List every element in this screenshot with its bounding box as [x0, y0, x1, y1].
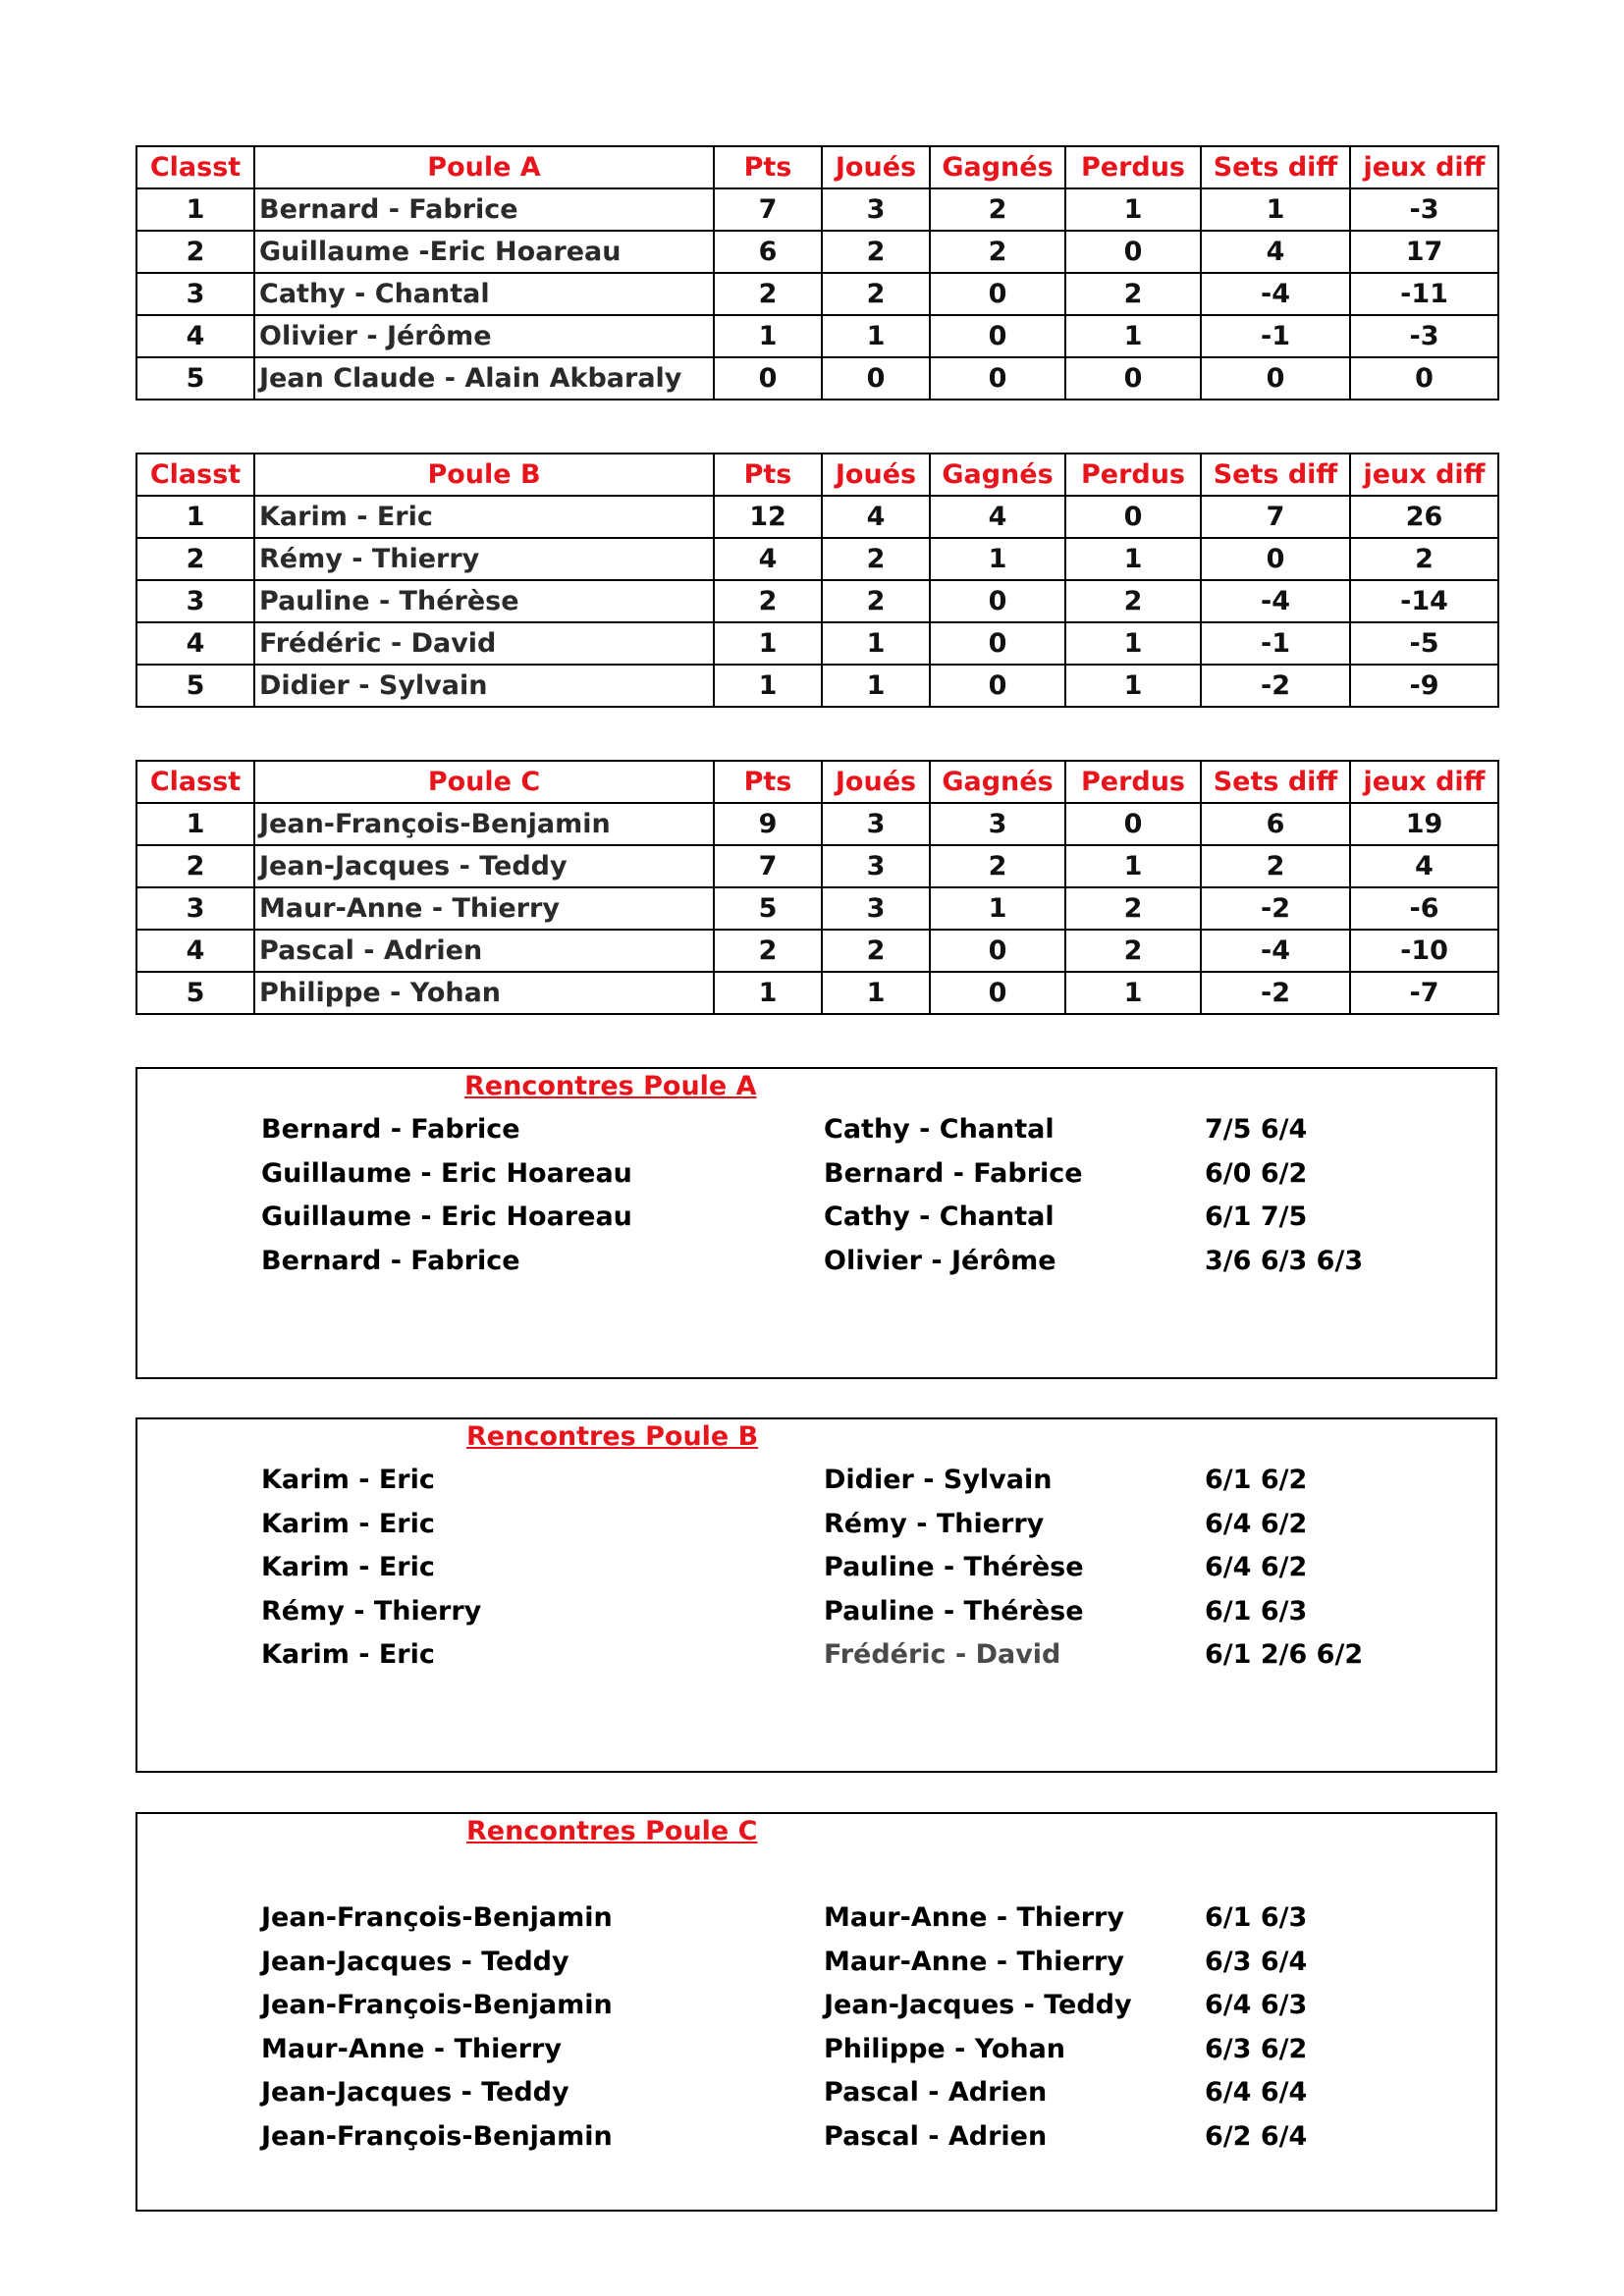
stat-cell: 1: [714, 972, 822, 1014]
match-row: [261, 2034, 1439, 2077]
standings-table-a: [135, 145, 1499, 400]
stat-cell: 4: [1350, 845, 1498, 887]
stat-cell: 1: [714, 315, 822, 357]
stat-cell: 7: [1201, 496, 1350, 538]
stat-cell: 7: [714, 845, 822, 887]
stat-cell: 2: [136, 538, 254, 580]
stat-cell: 4: [136, 930, 254, 972]
stat-cell: 0: [1350, 357, 1498, 400]
stat-cell: 2: [822, 273, 930, 315]
match-score: 6/4 6/4: [1205, 2077, 1308, 2108]
team-name-cell: Olivier - Jérôme: [254, 315, 714, 357]
matches-title: Rencontres Poule B: [466, 1421, 759, 1452]
stat-cell: 0: [1065, 496, 1201, 538]
home-team: Guillaume - Eric Hoareau: [261, 1157, 632, 1189]
stat-cell: 3: [136, 273, 254, 315]
match-row: [261, 1158, 1439, 1201]
column-header: Sets diff: [1201, 761, 1350, 803]
stat-cell: 1: [1065, 622, 1201, 665]
stat-cell: 0: [714, 357, 822, 400]
away-team: Jean-Jacques - Teddy: [824, 1990, 1132, 2020]
match-score: 6/4 6/2: [1205, 1552, 1308, 1582]
away-team: Frédéric - David: [824, 1639, 1061, 1670]
home-team: Karim - Eric: [261, 1552, 435, 1582]
stat-cell: 6: [714, 231, 822, 273]
stat-cell: 0: [930, 273, 1065, 315]
stat-cell: 17: [1350, 231, 1498, 273]
matches-title: Rencontres Poule C: [466, 1816, 758, 1846]
team-name-cell: Didier - Sylvain: [254, 665, 714, 707]
column-header: Sets diff: [1201, 146, 1350, 188]
column-header: Pts: [714, 454, 822, 496]
stat-cell: 2: [714, 580, 822, 622]
away-team: Didier - Sylvain: [824, 1465, 1053, 1495]
away-team: Pascal - Adrien: [824, 2120, 1048, 2152]
stat-cell: 2: [1065, 273, 1201, 315]
column-header: Gagnés: [930, 454, 1065, 496]
home-team: Bernard - Fabrice: [261, 1245, 520, 1276]
stat-cell: 1: [136, 803, 254, 845]
stat-cell: 6: [1201, 803, 1350, 845]
stat-cell: -7: [1350, 972, 1498, 1014]
away-team: Pauline - Thérèse: [824, 1595, 1084, 1627]
stat-cell: 2: [714, 930, 822, 972]
stat-cell: -4: [1201, 273, 1350, 315]
table-row: [136, 496, 1498, 538]
match-score: 6/1 2/6 6/2: [1205, 1639, 1364, 1670]
stat-cell: 5: [714, 887, 822, 930]
home-team: Karim - Eric: [261, 1465, 435, 1495]
stat-cell: 1: [1201, 188, 1350, 231]
stat-cell: 2: [822, 231, 930, 273]
stat-cell: -3: [1350, 188, 1498, 231]
stat-cell: 2: [1201, 845, 1350, 887]
table-row: [136, 845, 1498, 887]
stat-cell: 2: [822, 930, 930, 972]
stat-cell: -1: [1201, 622, 1350, 665]
away-team: Maur-Anne - Thierry: [824, 1946, 1124, 1977]
column-header: Joués: [822, 454, 930, 496]
stat-cell: 1: [1065, 972, 1201, 1014]
team-name-cell: Rémy - Thierry: [254, 538, 714, 580]
home-team: Guillaume - Eric Hoareau: [261, 1201, 632, 1232]
stat-cell: 1: [714, 665, 822, 707]
table-row: [136, 622, 1498, 665]
column-header: jeux diff: [1350, 454, 1498, 496]
match-row: [261, 1465, 1439, 1508]
stat-cell: 0: [930, 315, 1065, 357]
stat-cell: 0: [1065, 357, 1201, 400]
match-score: 6/2 6/4: [1205, 2120, 1308, 2152]
team-name-cell: Cathy - Chantal: [254, 273, 714, 315]
stat-cell: 1: [930, 538, 1065, 580]
stat-cell: 1: [822, 665, 930, 707]
match-row: [261, 1509, 1439, 1552]
stat-cell: 3: [822, 803, 930, 845]
match-row: [261, 1201, 1439, 1245]
team-name-cell: Jean-Jacques - Teddy: [254, 845, 714, 887]
match-row: [261, 1246, 1439, 1289]
stat-cell: -2: [1201, 887, 1350, 930]
stat-cell: -4: [1201, 580, 1350, 622]
stat-cell: 1: [136, 188, 254, 231]
header-row: [136, 454, 1498, 496]
home-team: Rémy - Thierry: [261, 1595, 482, 1627]
column-header: Classt: [136, 761, 254, 803]
standings-table-c: [135, 760, 1499, 1015]
stat-cell: 0: [930, 665, 1065, 707]
table-row: [136, 887, 1498, 930]
stat-cell: 2: [1350, 538, 1498, 580]
away-team: Cathy - Chantal: [824, 1114, 1055, 1145]
stat-cell: 2: [822, 580, 930, 622]
team-name-cell: Jean Claude - Alain Akbaraly: [254, 357, 714, 400]
team-name-cell: Karim - Eric: [254, 496, 714, 538]
stat-cell: -14: [1350, 580, 1498, 622]
stat-cell: 5: [136, 665, 254, 707]
match-row: [261, 1902, 1439, 1946]
stat-cell: 1: [822, 315, 930, 357]
home-team: Maur-Anne - Thierry: [261, 2033, 562, 2064]
stat-cell: 0: [822, 357, 930, 400]
home-team: Jean-François-Benjamin: [261, 1902, 613, 1933]
stat-cell: 4: [136, 622, 254, 665]
pool-name-header: Poule C: [254, 761, 714, 803]
match-row: [261, 1947, 1439, 1990]
table-row: [136, 273, 1498, 315]
match-score: 6/1 6/3: [1205, 1902, 1308, 1933]
home-team: Karim - Eric: [261, 1639, 435, 1670]
table-row: [136, 231, 1498, 273]
stat-cell: 12: [714, 496, 822, 538]
matches-title: Rencontres Poule A: [464, 1071, 757, 1101]
stat-cell: -4: [1201, 930, 1350, 972]
team-name-cell: Pauline - Thérèse: [254, 580, 714, 622]
team-name-cell: Guillaume -Eric Hoareau: [254, 231, 714, 273]
stat-cell: 7: [714, 188, 822, 231]
stat-cell: 0: [930, 580, 1065, 622]
stat-cell: 1: [822, 972, 930, 1014]
stat-cell: 3: [822, 188, 930, 231]
stat-cell: 1: [136, 496, 254, 538]
stat-cell: 1: [822, 622, 930, 665]
match-score: 6/3 6/4: [1205, 1946, 1308, 1977]
stat-cell: 1: [714, 622, 822, 665]
match-row: [261, 2121, 1439, 2164]
column-header: Sets diff: [1201, 454, 1350, 496]
matches-box-b: [135, 1417, 1497, 1773]
stat-cell: 5: [136, 972, 254, 1014]
table-row: [136, 538, 1498, 580]
stat-cell: 2: [136, 231, 254, 273]
away-team: Olivier - Jérôme: [824, 1245, 1056, 1276]
stat-cell: 2: [136, 845, 254, 887]
stat-cell: 4: [714, 538, 822, 580]
stat-cell: 1: [930, 887, 1065, 930]
match-row: [261, 1552, 1439, 1595]
standings-table-b: [135, 453, 1499, 708]
match-score: 6/4 6/2: [1205, 1508, 1308, 1539]
home-team: Karim - Eric: [261, 1508, 435, 1539]
stat-cell: -10: [1350, 930, 1498, 972]
stat-cell: 0: [1201, 357, 1350, 400]
table-row: [136, 930, 1498, 972]
match-row: [261, 1114, 1439, 1157]
stat-cell: 5: [136, 357, 254, 400]
stat-cell: 1: [1065, 538, 1201, 580]
column-header: jeux diff: [1350, 761, 1498, 803]
match-row: [261, 2077, 1439, 2120]
match-row: [261, 1639, 1439, 1682]
column-header: Joués: [822, 146, 930, 188]
stat-cell: -9: [1350, 665, 1498, 707]
table-row: [136, 665, 1498, 707]
away-team: Cathy - Chantal: [824, 1201, 1055, 1232]
stat-cell: -11: [1350, 273, 1498, 315]
stat-cell: 1: [1065, 665, 1201, 707]
stat-cell: 19: [1350, 803, 1498, 845]
column-header: Pts: [714, 146, 822, 188]
team-name-cell: Jean-François-Benjamin: [254, 803, 714, 845]
match-row: [261, 1990, 1439, 2033]
team-name-cell: Pascal - Adrien: [254, 930, 714, 972]
stat-cell: 2: [1065, 580, 1201, 622]
table-row: [136, 315, 1498, 357]
stat-cell: 0: [930, 622, 1065, 665]
stat-cell: 1: [1065, 315, 1201, 357]
team-name-cell: Maur-Anne - Thierry: [254, 887, 714, 930]
stat-cell: -2: [1201, 665, 1350, 707]
column-header: Perdus: [1065, 761, 1201, 803]
pool-name-header: Poule A: [254, 146, 714, 188]
stat-cell: 2: [714, 273, 822, 315]
stat-cell: 2: [930, 845, 1065, 887]
home-team: Jean-François-Benjamin: [261, 2120, 613, 2152]
column-header: Gagnés: [930, 761, 1065, 803]
column-header: Classt: [136, 146, 254, 188]
stat-cell: 1: [1065, 845, 1201, 887]
away-team: Maur-Anne - Thierry: [824, 1902, 1124, 1933]
match-row: [261, 1596, 1439, 1639]
table-row: [136, 803, 1498, 845]
stat-cell: -1: [1201, 315, 1350, 357]
column-header: Joués: [822, 761, 930, 803]
match-score: 6/3 6/2: [1205, 2033, 1308, 2064]
stat-cell: 1: [1065, 188, 1201, 231]
header-row: [136, 761, 1498, 803]
stat-cell: 2: [930, 188, 1065, 231]
team-name-cell: Frédéric - David: [254, 622, 714, 665]
table-row: [136, 580, 1498, 622]
stat-cell: 2: [1065, 887, 1201, 930]
away-team: Bernard - Fabrice: [824, 1157, 1083, 1189]
table-row: [136, 357, 1498, 400]
stat-cell: -6: [1350, 887, 1498, 930]
stat-cell: 3: [136, 887, 254, 930]
table-row: [136, 188, 1498, 231]
team-name-cell: Philippe - Yohan: [254, 972, 714, 1014]
stat-cell: 0: [1065, 231, 1201, 273]
column-header: Perdus: [1065, 454, 1201, 496]
stat-cell: 0: [930, 930, 1065, 972]
column-header: jeux diff: [1350, 146, 1498, 188]
table-row: [136, 972, 1498, 1014]
stat-cell: 0: [1201, 538, 1350, 580]
match-score: 6/1 6/3: [1205, 1595, 1308, 1627]
stat-cell: 4: [930, 496, 1065, 538]
stat-cell: 2: [930, 231, 1065, 273]
stat-cell: 3: [930, 803, 1065, 845]
stat-cell: 0: [930, 357, 1065, 400]
match-score: 3/6 6/3 6/3: [1205, 1245, 1364, 1276]
stat-cell: 0: [1065, 803, 1201, 845]
stat-cell: 3: [822, 887, 930, 930]
matches-box-a: [135, 1067, 1497, 1379]
stat-cell: 3: [822, 845, 930, 887]
home-team: Jean-Jacques - Teddy: [261, 1946, 569, 1977]
stat-cell: 4: [1201, 231, 1350, 273]
match-score: 6/0 6/2: [1205, 1157, 1308, 1189]
match-score: 6/4 6/3: [1205, 1990, 1308, 2020]
stat-cell: 2: [822, 538, 930, 580]
stat-cell: 4: [822, 496, 930, 538]
column-header: Pts: [714, 761, 822, 803]
away-team: Philippe - Yohan: [824, 2033, 1066, 2064]
away-team: Pauline - Thérèse: [824, 1552, 1084, 1582]
home-team: Jean-Jacques - Teddy: [261, 2077, 569, 2108]
stat-cell: -3: [1350, 315, 1498, 357]
stat-cell: -5: [1350, 622, 1498, 665]
stat-cell: 26: [1350, 496, 1498, 538]
match-score: 7/5 6/4: [1205, 1114, 1308, 1145]
pool-name-header: Poule B: [254, 454, 714, 496]
column-header: Classt: [136, 454, 254, 496]
home-team: Jean-François-Benjamin: [261, 1990, 613, 2020]
stat-cell: 4: [136, 315, 254, 357]
stat-cell: 9: [714, 803, 822, 845]
away-team: Pascal - Adrien: [824, 2077, 1048, 2108]
header-row: [136, 146, 1498, 188]
away-team: Rémy - Thierry: [824, 1508, 1045, 1539]
stat-cell: -2: [1201, 972, 1350, 1014]
stat-cell: 3: [136, 580, 254, 622]
stat-cell: 0: [930, 972, 1065, 1014]
column-header: Perdus: [1065, 146, 1201, 188]
matches-box-c: [135, 1812, 1497, 2212]
column-header: Gagnés: [930, 146, 1065, 188]
stat-cell: 2: [1065, 930, 1201, 972]
match-score: 6/1 7/5: [1205, 1201, 1308, 1232]
home-team: Bernard - Fabrice: [261, 1114, 520, 1145]
match-score: 6/1 6/2: [1205, 1465, 1308, 1495]
team-name-cell: Bernard - Fabrice: [254, 188, 714, 231]
